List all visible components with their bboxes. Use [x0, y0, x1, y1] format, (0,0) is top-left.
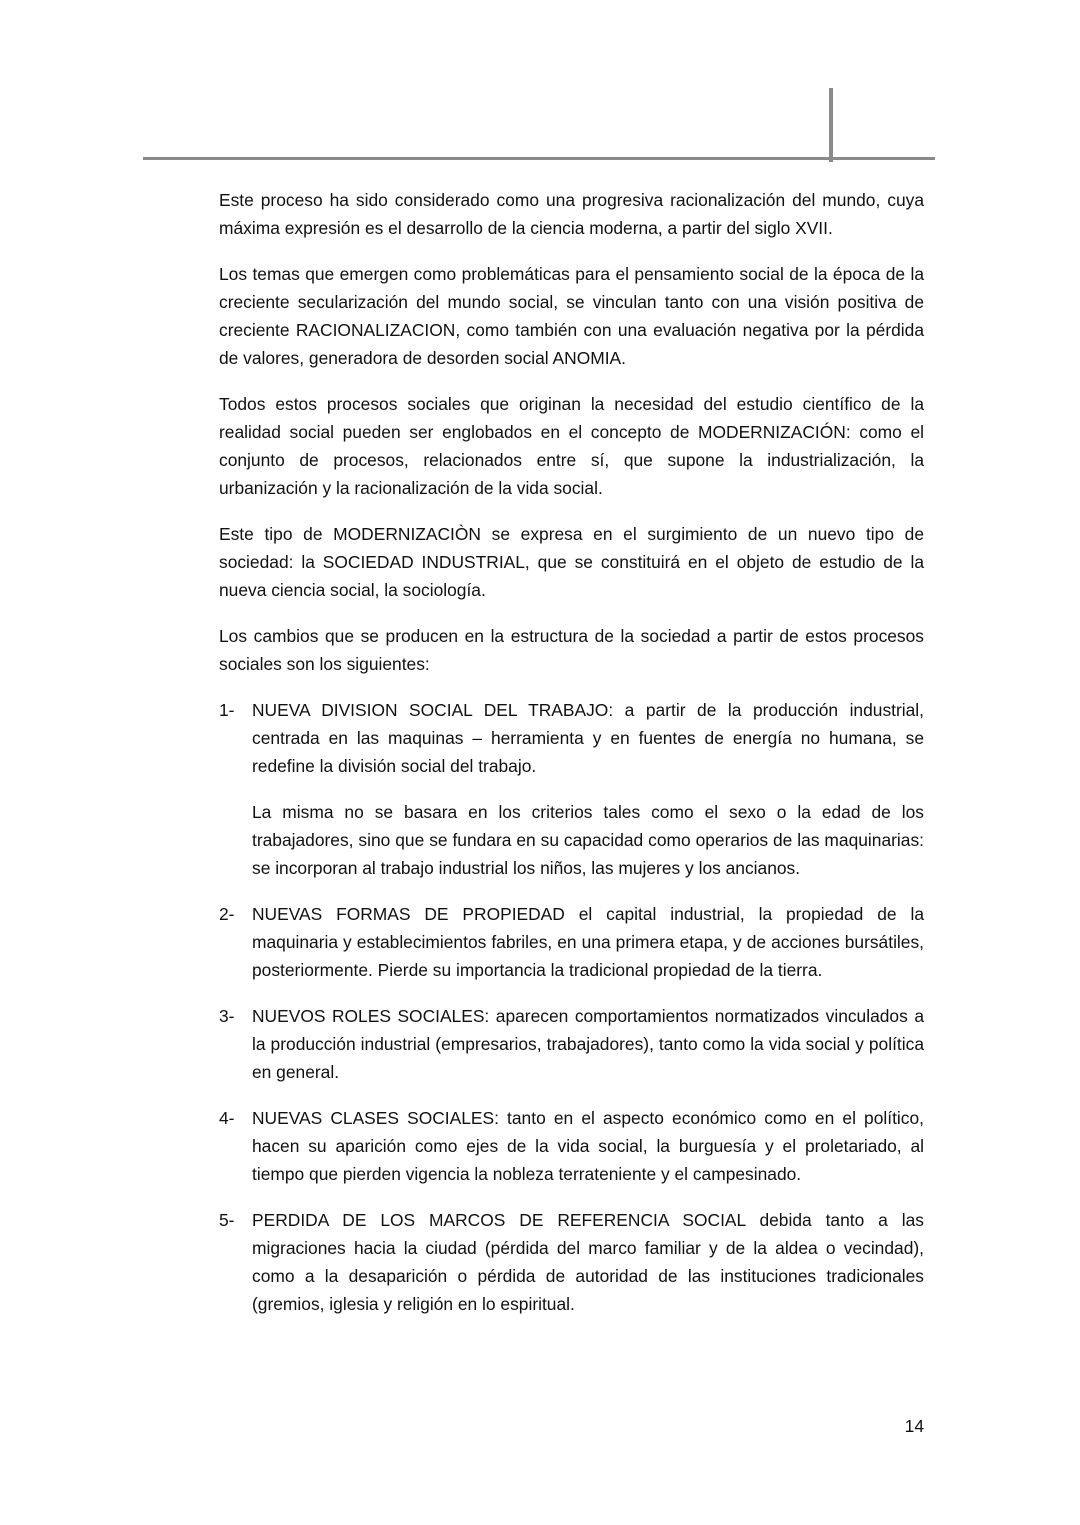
list-number: 3-: [219, 1006, 235, 1026]
header-tick: [829, 88, 833, 162]
list-item: [219, 1104, 924, 1188]
list-item: [219, 1002, 924, 1086]
list-item-body: [252, 1104, 924, 1188]
list-item-text: PERDIDA DE LOS MARCOS DE REFERENCIA SOCIAL debida tanto a las migraciones hacia la ciudad (pérdida del marco familiar y de la aldea o vecindad), como a la desaparición o pérdida de autoridad de las instituciones tradicionales (gremios, iglesia y religión en lo espiritual.: [252, 1210, 924, 1314]
list-item: [219, 900, 924, 984]
list-item: [219, 696, 924, 882]
list-number: 5-: [219, 1210, 235, 1230]
list-number: 1-: [219, 700, 235, 720]
paragraph: Los temas que emergen como problemáticas para el pensamiento social de la época de la creciente secularización del mundo social, se vinculan tanto con una visión positiva de creciente RACIONALIZACION, como también con una evaluación negativa por la pérdida de valores, generadora de desorden social ANOMIA.: [219, 264, 924, 368]
list-number: 2-: [219, 904, 235, 924]
list-item-text: NUEVAS CLASES SOCIALES: tanto en el aspecto económico como en el político, hacen su aparición como ejes de la vida social, la burguesía y el proletariado, al tiempo que pierden vigencia la nobleza terrateniente y el campesinado.: [252, 1108, 924, 1184]
document-body: [219, 186, 924, 1336]
list-item: [219, 1206, 924, 1318]
paragraph: Los cambios que se producen en la estructura de la sociedad a partir de estos procesos sociales son los siguientes:: [219, 626, 924, 674]
list-item-continuation: La misma no se basara en los criterios tales como el sexo o la edad de los trabajadores, sino que se fundara en su capacidad como operarios de las maquinarias: se incorporan al trabajo industrial los niños, las mujeres y los ancianos.: [252, 802, 924, 878]
list-item-body: [252, 1002, 924, 1086]
paragraph: Todos estos procesos sociales que originan la necesidad del estudio científico de la realidad social pueden ser englobados en el concepto de MODERNIZACIÓN: como el conjunto de procesos, relacionados entre sí, que supone la industrialización, la urbanización y la racionalización de la vida social.: [219, 394, 924, 498]
header-rule: [143, 157, 935, 160]
paragraph: Este tipo de MODERNIZACIÒN se expresa en el surgimiento de un nuevo tipo de sociedad: la SOCIEDAD INDUSTRIAL, que se constituirá en el objeto de estudio de la nueva ciencia social, la sociología.: [219, 524, 924, 600]
list-item-text: NUEVOS ROLES SOCIALES: aparecen comportamientos normatizados vinculados a la producción industrial (empresarios, trabajadores), tanto como la vida social y política en general.: [252, 1006, 924, 1082]
list-number: 4-: [219, 1108, 235, 1128]
list-item-text: NUEVA DIVISION SOCIAL DEL TRABAJO: a partir de la producción industrial, centrada en las maquinas – herramienta y en fuentes de energía no humana, se redefine la división social del trabajo.: [252, 700, 924, 776]
paragraph: Este proceso ha sido considerado como una progresiva racionalización del mundo, cuya máxima expresión es el desarrollo de la ciencia moderna, a partir del siglo XVII.: [219, 190, 924, 238]
list-item-body: [252, 900, 924, 984]
page-number: 14: [904, 1416, 924, 1436]
list-item-body: [252, 696, 924, 882]
list-item-body: [252, 1206, 924, 1318]
list-item-text: NUEVAS FORMAS DE PROPIEDAD el capital industrial, la propiedad de la maquinaria y establecimientos fabriles, en una primera etapa, y de acciones bursátiles, posteriormente. Pierde su importancia la tradicional propiedad de la tierra.: [252, 904, 924, 980]
